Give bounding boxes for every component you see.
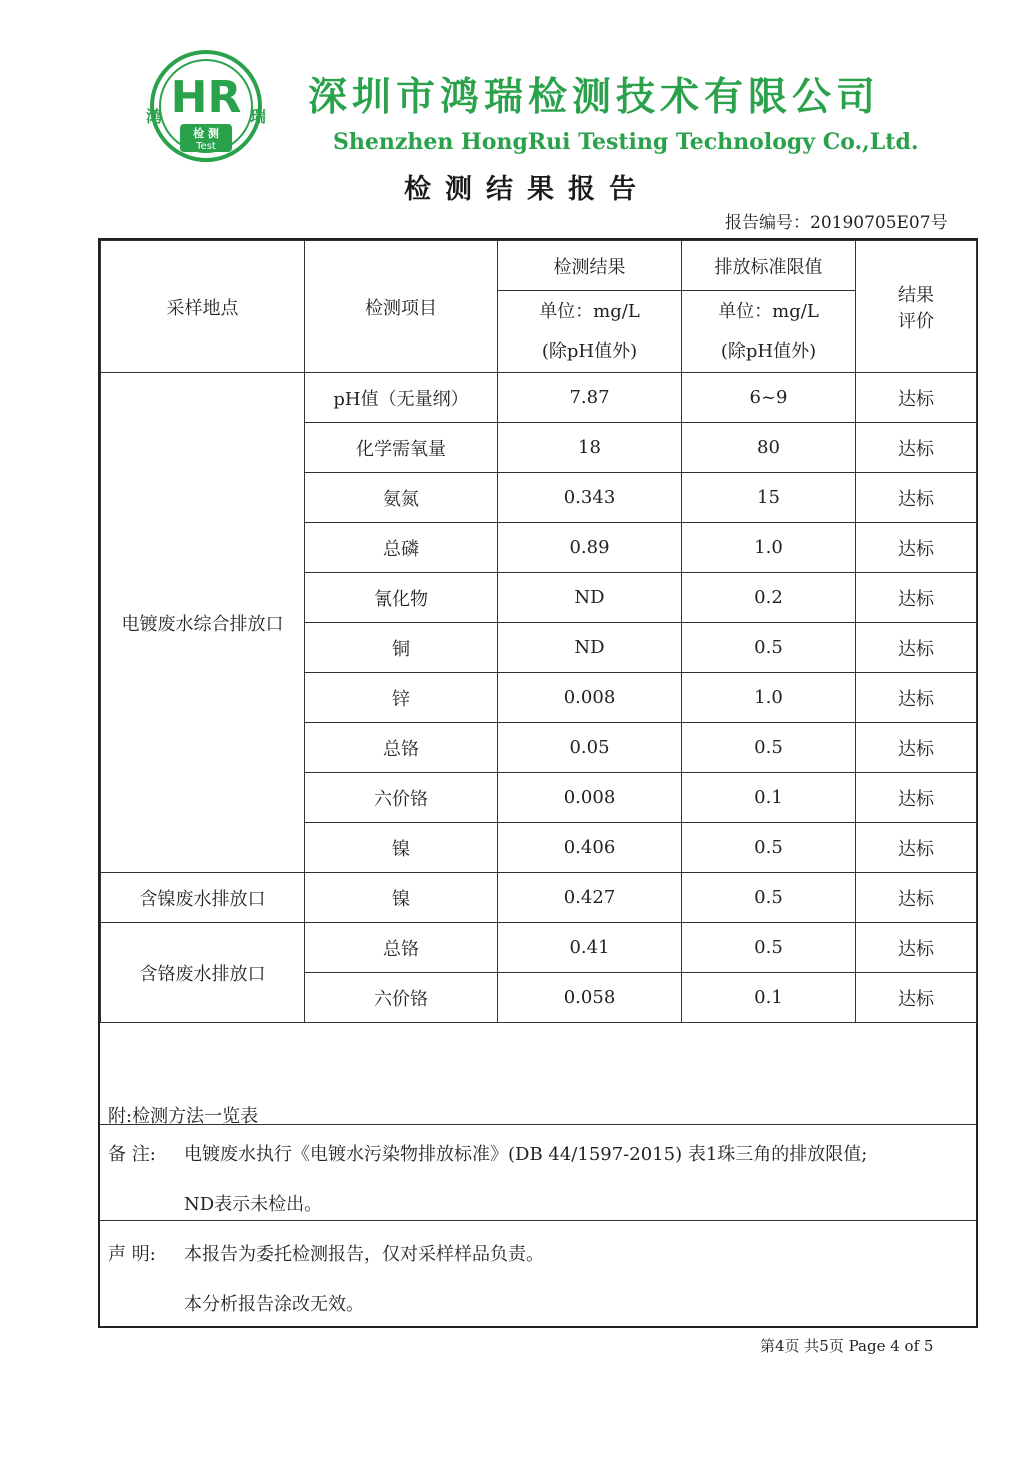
sampling-site-cell: 含镍废水排放口 — [101, 873, 305, 923]
test-item-cell: 总磷 — [305, 523, 498, 573]
logo-left-char: 鸿 — [146, 107, 163, 126]
header-result-unit-cell — [498, 291, 682, 373]
remark-line2: ND表示未检出。 — [184, 1194, 323, 1215]
logo-sub-en: Test — [196, 141, 216, 152]
test-item-cell: 六价铬 — [305, 973, 498, 1023]
limit-cell: 0.2 — [682, 573, 856, 623]
header-site: 采样地点 — [101, 241, 305, 373]
test-item-cell: 铜 — [305, 623, 498, 673]
evaluation-cell: 达标 — [856, 923, 977, 973]
result-cell: 0.05 — [498, 723, 682, 773]
limit-cell: 0.5 — [682, 623, 856, 673]
test-item-cell: 氨氮 — [305, 473, 498, 523]
header-limit-note: (除pH值外) — [720, 340, 817, 362]
page-footer: 第4页 共5页 Page 4 of 5 — [760, 1337, 934, 1355]
logo-sub-cn: 检 测 — [193, 127, 219, 140]
result-cell: 0.008 — [498, 773, 682, 823]
result-cell: 18 — [498, 423, 682, 473]
notes-divider-2 — [100, 1220, 976, 1221]
table-row — [101, 923, 977, 973]
header-evaluation-line1: 结果 — [898, 284, 934, 306]
report-number: 报告编号：20190705E07号 — [725, 213, 948, 233]
limit-cell: 15 — [682, 473, 856, 523]
remark-line1: 电镀废水执行《电镀水污染物排放标准》(DB 44/1597-2015) 表1珠三角的排放限值; — [184, 1144, 868, 1165]
table-row — [101, 873, 977, 923]
statement-line2: 本分析报告涂改无效。 — [184, 1294, 364, 1315]
evaluation-cell: 达标 — [856, 673, 977, 723]
limit-cell: 1.0 — [682, 523, 856, 573]
limit-cell: 0.5 — [682, 723, 856, 773]
test-item-cell: 总铬 — [305, 723, 498, 773]
logo-mark: HR — [170, 72, 242, 123]
result-cell: 0.343 — [498, 473, 682, 523]
limit-cell: 0.5 — [682, 823, 856, 873]
header-limit-unit: 单位：mg/L — [718, 300, 819, 322]
test-item-cell: 镍 — [305, 873, 498, 923]
company-name-cn: 深圳市鸿瑞检测技术有限公司 — [308, 75, 881, 120]
notes-block — [100, 1024, 976, 1326]
evaluation-cell: 达标 — [856, 873, 977, 923]
test-item-cell: 六价铬 — [305, 773, 498, 823]
evaluation-cell: 达标 — [856, 623, 977, 673]
header-result-note: (除pH值外) — [541, 340, 638, 362]
limit-cell: 80 — [682, 423, 856, 473]
remark-label: 备 注: — [108, 1144, 156, 1165]
evaluation-cell: 达标 — [856, 473, 977, 523]
company-name-en: Shenzhen HongRui Testing Technology Co.,Ltd. — [333, 129, 919, 155]
result-cell: 0.058 — [498, 973, 682, 1023]
notes-divider-1 — [100, 1124, 976, 1125]
evaluation-cell: 达标 — [856, 973, 977, 1023]
result-cell: 7.87 — [498, 373, 682, 423]
limit-cell: 1.0 — [682, 673, 856, 723]
header-result: 检测结果 — [498, 241, 682, 291]
header-limit: 排放标准限值 — [682, 241, 856, 291]
test-item-cell: 锌 — [305, 673, 498, 723]
test-item-cell: 总铬 — [305, 923, 498, 973]
logo-right-char: 瑞 — [250, 107, 267, 126]
result-cell: 0.427 — [498, 873, 682, 923]
header-limit-unit-cell — [682, 291, 856, 373]
evaluation-cell: 达标 — [856, 573, 977, 623]
limit-cell: 0.5 — [682, 873, 856, 923]
statement-line1: 本报告为委托检测报告，仅对采样样品负责。 — [184, 1244, 544, 1265]
header-evaluation — [856, 241, 977, 373]
limit-cell: 0.5 — [682, 923, 856, 973]
result-cell: 0.89 — [498, 523, 682, 573]
result-cell: 0.406 — [498, 823, 682, 873]
sampling-site-cell: 电镀废水综合排放口 — [101, 373, 305, 873]
evaluation-cell: 达标 — [856, 523, 977, 573]
test-item-cell: 镍 — [305, 823, 498, 873]
limit-cell: 0.1 — [682, 973, 856, 1023]
sampling-site-cell: 含铬废水排放口 — [101, 923, 305, 1023]
header-evaluation-line2: 评价 — [898, 310, 934, 332]
company-logo — [136, 48, 276, 168]
result-cell: 0.008 — [498, 673, 682, 723]
header-result-unit: 单位：mg/L — [539, 300, 640, 322]
limit-cell: 6~9 — [682, 373, 856, 423]
limit-cell: 0.1 — [682, 773, 856, 823]
evaluation-cell: 达标 — [856, 823, 977, 873]
result-cell: 0.41 — [498, 923, 682, 973]
header-item: 检测项目 — [305, 241, 498, 373]
results-table — [100, 240, 977, 1023]
test-item-cell: pH值（无量纲） — [305, 373, 498, 423]
statement-label: 声 明: — [108, 1244, 156, 1265]
header-row — [101, 241, 977, 291]
table-row — [101, 373, 977, 423]
evaluation-cell: 达标 — [856, 423, 977, 473]
result-cell: ND — [498, 573, 682, 623]
test-item-cell: 化学需氧量 — [305, 423, 498, 473]
report-title: 检测结果报告 — [404, 174, 650, 205]
evaluation-cell: 达标 — [856, 723, 977, 773]
evaluation-cell: 达标 — [856, 773, 977, 823]
test-item-cell: 氰化物 — [305, 573, 498, 623]
result-cell: ND — [498, 623, 682, 673]
evaluation-cell: 达标 — [856, 373, 977, 423]
attachment-text: 附:检测方法一览表 — [108, 1106, 259, 1127]
